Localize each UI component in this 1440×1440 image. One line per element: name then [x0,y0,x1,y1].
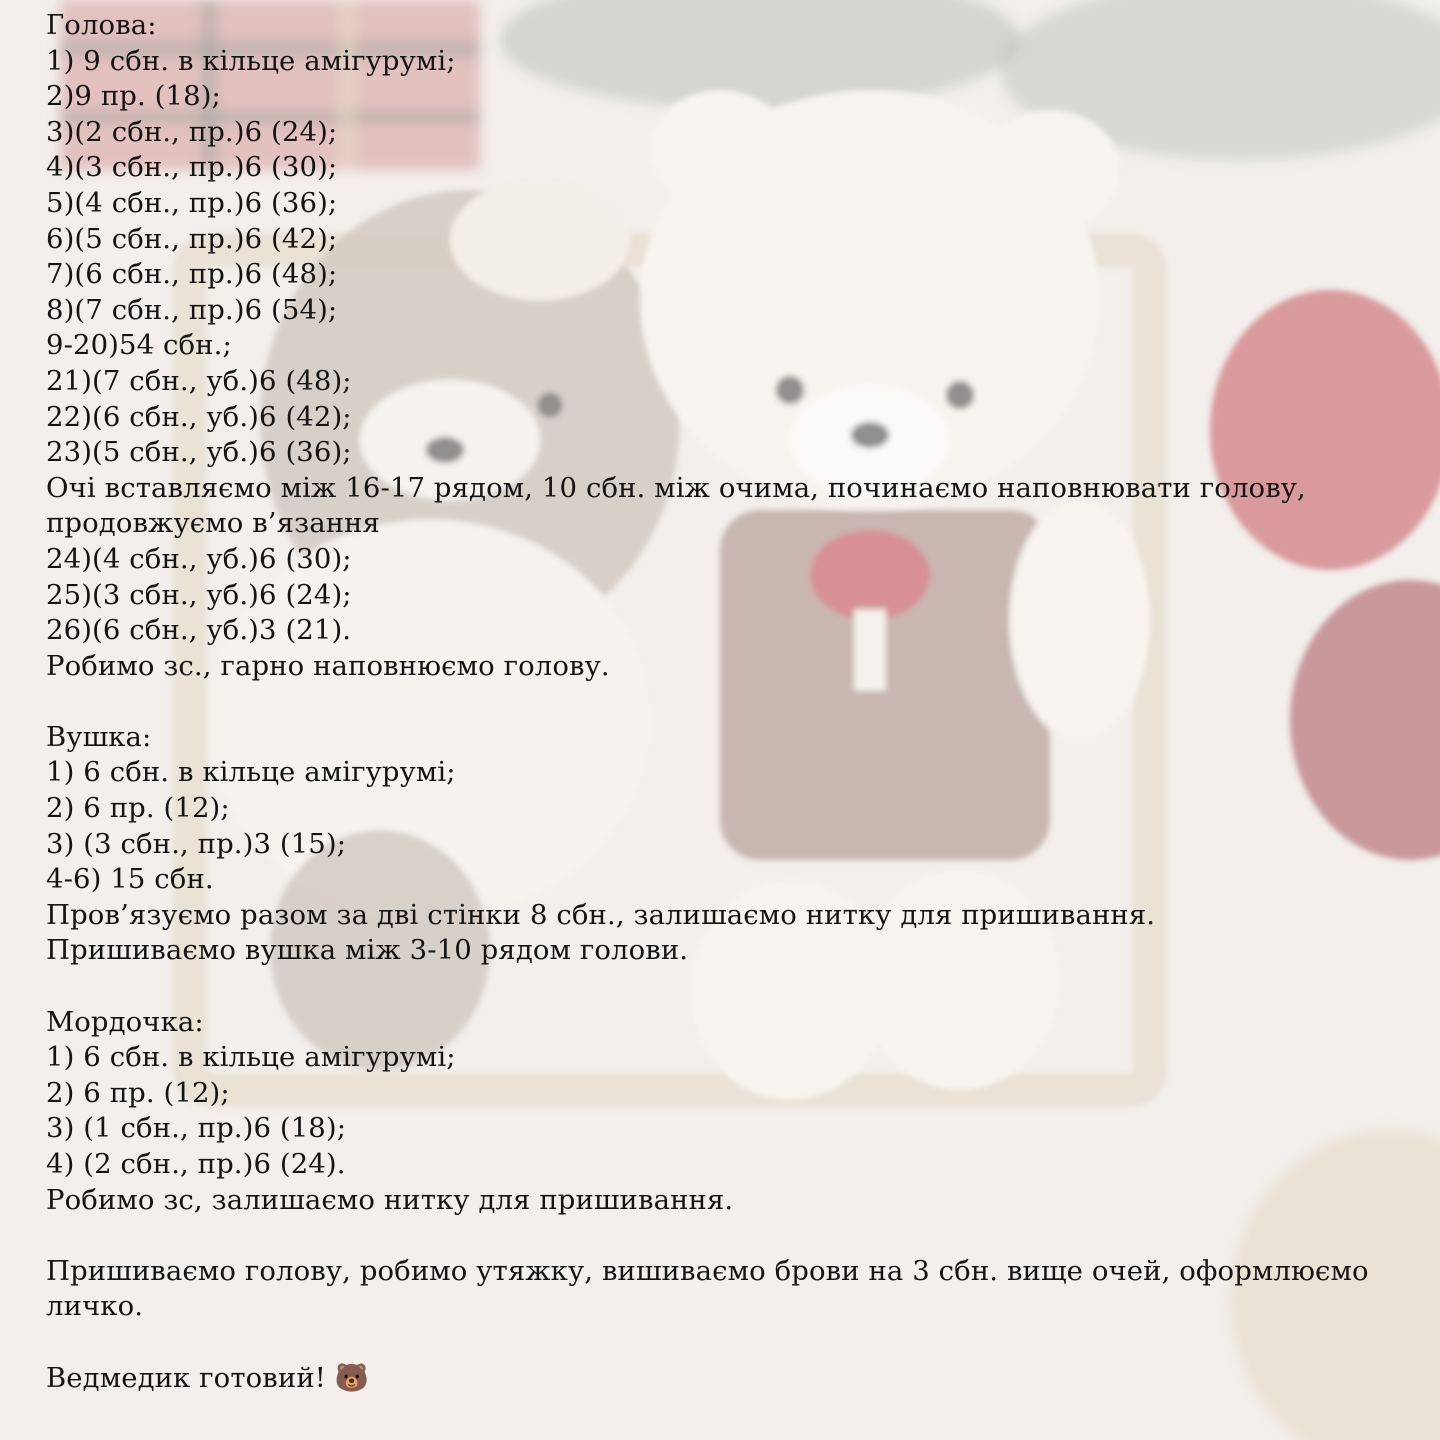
pattern-row: 3) (3 сбн., пр.)3 (15); [46,827,347,860]
pattern-row: 2)9 пр. (18); [46,80,221,113]
pattern-row: 2) 6 пр. (12); [46,792,230,825]
pattern-row: 3) (1 сбн., пр.)6 (18); [46,1112,347,1145]
pattern-row: 8)(7 сбн., пр.)6 (54); [46,293,338,326]
pattern-row: 9-20)54 сбн.; [46,329,232,362]
pattern-row: 1) 9 сбн. в кільце амігурумі; [46,44,456,77]
done-line [46,1361,1406,1397]
pattern-row: 26)(6 сбн., уб.)3 (21). [46,614,352,647]
pattern-note: Пришиваємо вушка між 3-10 рядом голови. [46,934,689,967]
pattern-note: Робимо зс, залишаємо нитку для пришивання. [46,1183,734,1216]
section-title: Вушка: [46,720,152,753]
pattern-note: Пров’язуємо разом за дві стінки 8 сбн., залишаємо нитку для пришивання. [46,898,1156,931]
pattern-row: 23)(5 сбн., уб.)6 (36); [46,436,352,469]
pattern-row: 1) 6 сбн. в кільце амігурумі; [46,756,456,789]
pattern-row: 7)(6 сбн., пр.)6 (48); [46,258,338,291]
pattern-row: 4)(3 сбн., пр.)6 (30); [46,151,338,184]
section-ears [46,720,1406,969]
pattern-note: продовжуємо в’язання [46,507,381,540]
pattern-row: 3)(2 сбн., пр.)6 (24); [46,115,338,148]
pattern-row: 4) (2 сбн., пр.)6 (24). [46,1148,346,1180]
pattern-row: 22)(6 сбн., уб.)6 (42); [46,400,352,433]
pattern-text [46,8,1406,1396]
section-title: Голова: [46,9,157,41]
pattern-row: 24)(4 сбн., уб.)6 (30); [46,542,352,575]
section-head [46,8,1406,684]
spacer [46,1218,1406,1254]
section-muzzle [46,1005,1406,1219]
pattern-note: Робимо зс., гарно наповнюємо голову. [46,649,610,682]
section-title: Мордочка: [46,1005,204,1038]
pattern-row: 1) 6 сбн. в кільце амігурумі; [46,1041,456,1074]
pattern-row: 5)(4 сбн., пр.)6 (36); [46,186,338,219]
section-final [46,1254,1406,1325]
pattern-note: Очі вставляємо між 16-17 рядом, 10 сбн. між очима, починаємо наповнювати голову, [46,471,1306,504]
done-text: Ведмедик готовий! [46,1361,326,1394]
spacer [46,1325,1406,1361]
pattern-note: Пришиваємо голову, робимо утяжку, вишиваємо брови на 3 сбн. вище очей, оформлюємо [46,1254,1369,1287]
pattern-note: личко. [46,1290,144,1323]
pattern-row: 25)(3 сбн., уб.)6 (24); [46,578,352,611]
bear-face-icon: 🐻 [334,1361,370,1394]
spacer [46,969,1406,1005]
pattern-row: 21)(7 сбн., уб.)6 (48); [46,364,352,397]
spacer [46,684,1406,720]
pattern-row: 6)(5 сбн., пр.)6 (42); [46,222,338,255]
pattern-row: 2) 6 пр. (12); [46,1076,230,1109]
pattern-row: 4-6) 15 сбн. [46,863,214,896]
